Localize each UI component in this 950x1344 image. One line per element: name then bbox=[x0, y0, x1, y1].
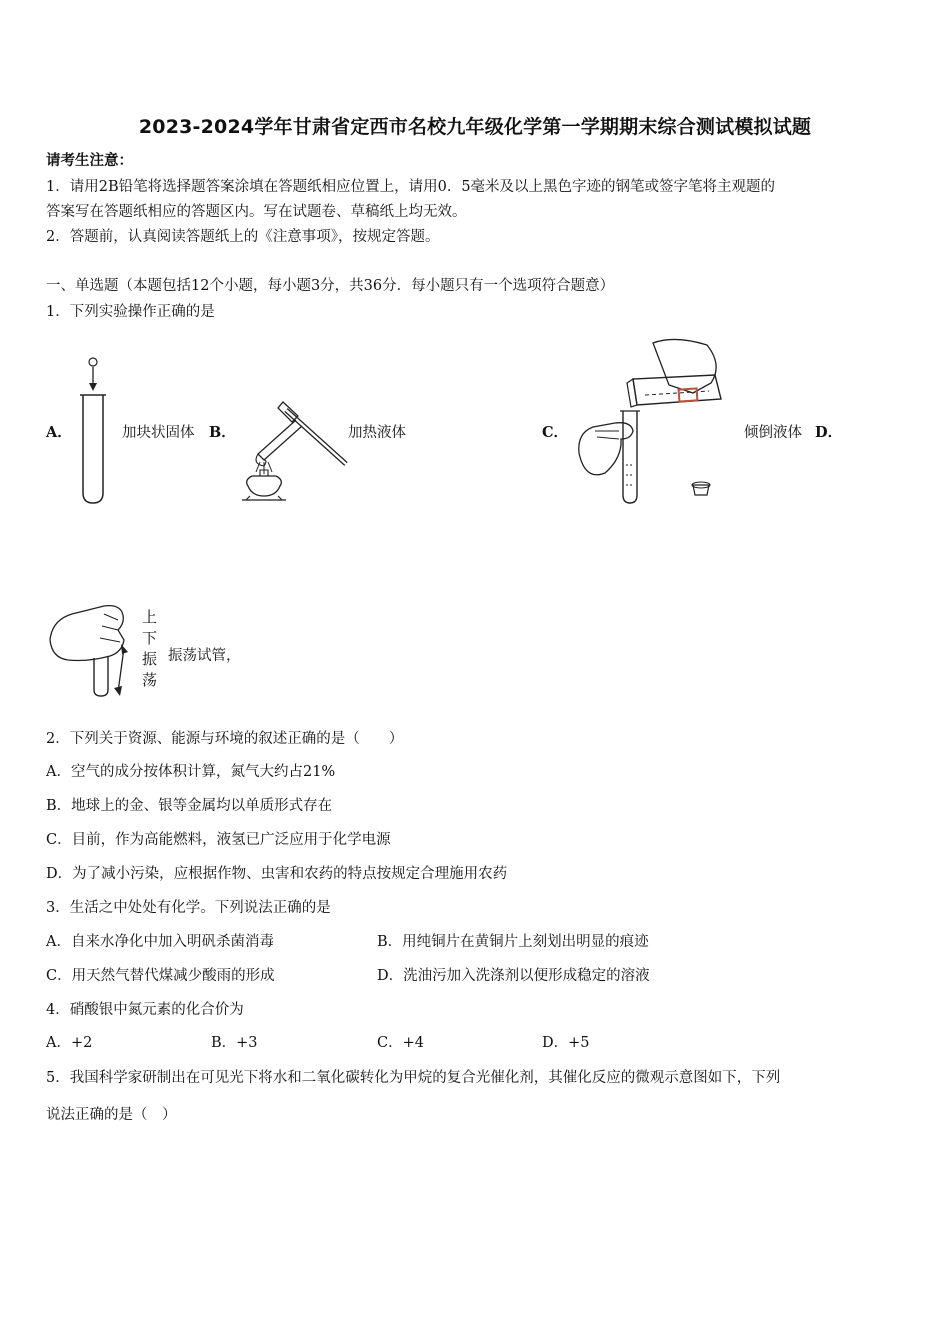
notice-heading: 请考生注意： bbox=[46, 152, 133, 169]
q3-option-c: C．用天然气替代煤减少酸雨的形成 bbox=[46, 968, 275, 984]
q1-option-b-text: 加热液体 bbox=[348, 425, 406, 441]
q1-option-c-text: 倾倒液体 bbox=[744, 425, 802, 441]
q1-option-a-text: 加块状固体 bbox=[122, 425, 195, 441]
q5-stem-line-1: 5．我国科学家研制出在可见光下将水和二氧化碳转化为甲烷的复合光催化剂，其催化反应的微观示意图如下，下列 bbox=[46, 1070, 781, 1086]
q3-option-a: A．自来水净化中加入明矾杀菌消毒 bbox=[46, 934, 274, 950]
q3-stem: 3．生活之中处处有化学。下列说法正确的是 bbox=[46, 900, 331, 916]
q2-option-a: A．空气的成分按体积计算，氮气大约占21% bbox=[46, 764, 336, 780]
notice-item-1-line-2: 答案写在答题纸相应的答题区内。写在试题卷、草稿纸上均无效。 bbox=[46, 204, 467, 220]
q4-option-a: A．+2 bbox=[46, 1035, 93, 1051]
shake-char-1: 上 bbox=[142, 608, 158, 626]
shake-label-vertical bbox=[142, 607, 158, 691]
section-heading: 一、单选题（本题包括12个小题，每小题3分，共36分．每小题只有一个选项符合题意） bbox=[46, 278, 615, 294]
q5-stem-line-2: 说法正确的是（ ） bbox=[46, 1107, 177, 1123]
q2-option-c: C．目前，作为高能燃料，液氢已广泛应用于化学电源 bbox=[46, 832, 391, 848]
q2-option-d: D．为了减小污染，应根据作物、虫害和农药的特点按规定合理施用农药 bbox=[46, 866, 508, 882]
notice-item-2: 2．答题前，认真阅读答题纸上的《注意事项》，按规定答题。 bbox=[46, 229, 440, 245]
q1-option-a-label: A． bbox=[46, 424, 72, 441]
q1-option-b-label: B． bbox=[209, 424, 236, 441]
shake-char-4: 荡 bbox=[142, 671, 158, 689]
q3-option-b: B．用纯铜片在黄铜片上刻划出明显的痕迹 bbox=[377, 934, 649, 950]
q1-stem: 1．下列实验操作正确的是 bbox=[46, 304, 215, 320]
q4-option-b: B．+3 bbox=[211, 1035, 258, 1051]
q4-stem: 4．硝酸银中氮元素的化合价为 bbox=[46, 1002, 244, 1018]
q2-option-b: B．地球上的金、银等金属均以单质形式存在 bbox=[46, 798, 333, 814]
q1-option-c-label: C． bbox=[542, 424, 569, 441]
q4-option-c: C．+4 bbox=[377, 1035, 424, 1051]
test-tube-solid-figure bbox=[76, 355, 110, 505]
q2-stem: 2．下列关于资源、能源与环境的叙述正确的是（ ） bbox=[46, 731, 404, 747]
page-title: 2023-2024学年甘肃省定西市名校九年级化学第一学期期末综合测试模拟试题 bbox=[138, 116, 812, 138]
q1-option-d-label: D． bbox=[815, 424, 843, 441]
q3-option-d: D．洗油污加入洗涤剂以便形成稳定的溶液 bbox=[377, 968, 650, 984]
q4-option-d: D．+5 bbox=[542, 1035, 590, 1051]
pouring-liquid-figure bbox=[575, 335, 725, 505]
shake-char-3: 振 bbox=[142, 650, 158, 668]
heating-liquid-figure bbox=[238, 396, 353, 506]
shaking-test-tube-figure bbox=[48, 600, 140, 700]
shake-char-2: 下 bbox=[142, 629, 158, 647]
q1-option-d-text: 振荡试管， bbox=[168, 648, 241, 664]
notice-item-1-line-1: 1．请用2B铅笔将选择题答案涂填在答题纸相应位置上，请用0．5毫米及以上黑色字迹的钢笔或签字笔将主观题的 bbox=[46, 179, 776, 195]
